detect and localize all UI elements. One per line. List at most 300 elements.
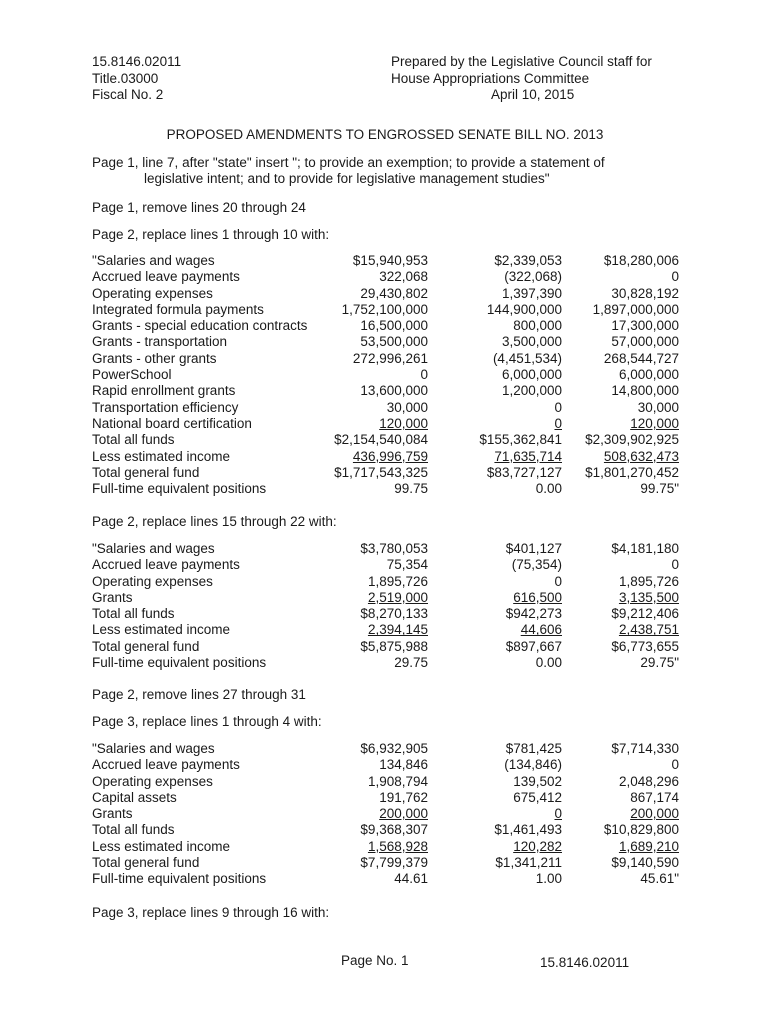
amendment-paragraph-6: Page 3, replace lines 1 through 4 with: <box>92 714 322 729</box>
amount-total <box>562 541 679 557</box>
table-row <box>92 351 679 367</box>
row-label <box>92 639 327 655</box>
amount-total-text: 17,300,000 <box>611 318 679 334</box>
amount-change-text: $155,362,841 <box>479 432 562 448</box>
amount-change <box>428 367 562 383</box>
amount-base <box>327 741 428 757</box>
amount-total <box>562 839 679 855</box>
amount-base <box>327 806 428 822</box>
row-label <box>92 590 327 606</box>
footer-document-id: 15.8146.02011 <box>540 955 630 970</box>
amount-change-text: (4,451,534) <box>492 350 562 366</box>
amount-total <box>562 790 679 806</box>
amount-change <box>428 557 562 573</box>
amount-base <box>327 286 428 302</box>
amount-base <box>327 465 428 481</box>
amount-base-text: 16,500,000 <box>360 318 428 334</box>
amount-base <box>327 269 428 285</box>
amount-change <box>428 465 562 481</box>
table-row <box>92 757 679 773</box>
amount-change-text: 675,412 <box>513 789 562 805</box>
amount-change-text: 71,635,714 <box>494 448 562 464</box>
amount-change <box>428 822 562 838</box>
row-label <box>92 871 327 887</box>
amount-change-text: $401,127 <box>505 541 562 556</box>
appropriation-table-2 <box>92 541 679 671</box>
amount-base-text: 436,996,759 <box>352 448 428 464</box>
amount-base <box>327 432 428 448</box>
amount-total-text: $9,212,406 <box>611 606 679 622</box>
row-label <box>92 822 327 838</box>
amendment-paragraph-7: Page 3, replace lines 9 through 16 with: <box>92 905 330 920</box>
amendment-paragraph-4: Page 2, replace lines 15 through 22 with: <box>92 514 337 529</box>
amount-change-text: 139,502 <box>513 773 562 789</box>
table-row <box>92 302 679 318</box>
amount-base-text: 75,354 <box>386 557 428 573</box>
amount-change <box>428 334 562 350</box>
amount-total-text: $18,280,006 <box>603 253 679 268</box>
amount-change <box>428 639 562 655</box>
amount-total-text: 200,000 <box>630 806 679 822</box>
amount-change-text: $83,727,127 <box>486 464 562 480</box>
amount-change <box>428 622 562 638</box>
amount-base <box>327 481 428 497</box>
amount-change <box>428 269 562 285</box>
amount-base <box>327 839 428 855</box>
table-row <box>92 253 679 269</box>
row-label <box>92 741 327 757</box>
amount-change-text: (322,068) <box>504 269 562 285</box>
row-label <box>92 334 327 350</box>
amount-base <box>327 302 428 318</box>
committee-name: House Appropriations Committee <box>391 70 590 86</box>
amount-total-text: $7,714,330 <box>611 741 679 756</box>
amount-change <box>428 351 562 367</box>
document-header-left <box>92 54 181 104</box>
row-label-text: "Salaries and wages <box>92 253 215 268</box>
amount-total-text: 30,828,192 <box>611 285 679 301</box>
amount-change <box>428 253 562 269</box>
table-row <box>92 822 679 838</box>
amount-total <box>562 606 679 622</box>
row-label <box>92 839 327 855</box>
amount-total-text: 0 <box>671 757 679 773</box>
amount-total-text: 508,632,473 <box>603 448 679 464</box>
amendment-paragraph-1 <box>92 155 692 187</box>
amount-total-text: $4,181,180 <box>611 541 679 556</box>
appropriation-table-3 <box>92 741 679 888</box>
amount-base-text: $9,368,307 <box>360 822 428 838</box>
amount-total-text: 2,048,296 <box>618 773 679 789</box>
amount-change <box>428 383 562 399</box>
amount-change-text: 1.00 <box>535 871 562 887</box>
amount-base-text: $6,932,905 <box>360 741 428 756</box>
amount-total-text: 867,174 <box>630 789 679 805</box>
row-label <box>92 855 327 871</box>
amendment-line-2: legislative intent; and to provide for legislative management studies" <box>144 171 550 186</box>
row-label <box>92 655 327 671</box>
amount-base <box>327 871 428 887</box>
page-title: PROPOSED AMENDMENTS TO ENGROSSED SENATE BILL NO. 2013 <box>166 127 604 142</box>
amount-total <box>562 318 679 334</box>
amount-total <box>562 367 679 383</box>
amount-change-text: 6,000,000 <box>501 367 562 383</box>
table-row <box>92 806 679 822</box>
amount-total <box>562 590 679 606</box>
row-label-text: Full-time equivalent positions <box>92 871 267 887</box>
row-label <box>92 465 327 481</box>
amount-change <box>428 871 562 887</box>
amount-total-text: $6,773,655 <box>611 638 679 654</box>
amount-change-text: 3,500,000 <box>501 334 562 350</box>
amount-base-text: $7,799,379 <box>360 855 428 871</box>
amount-base <box>327 790 428 806</box>
amount-total <box>562 822 679 838</box>
fiscal-number: Fiscal No. 2 <box>92 87 164 102</box>
row-label-text: Grants <box>92 806 133 822</box>
table-row <box>92 383 679 399</box>
row-label-text: Total all funds <box>92 822 175 838</box>
amount-base-text: 53,500,000 <box>360 334 428 350</box>
row-label <box>92 367 327 383</box>
amount-total-text: 3,135,500 <box>618 589 679 605</box>
amount-change-text: 0 <box>554 399 562 415</box>
row-label-text: Operating expenses <box>92 285 213 301</box>
amount-total <box>562 351 679 367</box>
amount-change <box>428 432 562 448</box>
amount-base-text: 29.75 <box>394 655 428 671</box>
row-label <box>92 622 327 638</box>
amount-change-text: 0.00 <box>535 481 562 497</box>
table-row <box>92 839 679 855</box>
amount-total-text: $2,309,902,925 <box>585 432 679 448</box>
amount-total-text: 0 <box>671 557 679 573</box>
amount-base-text: 1,895,726 <box>367 573 428 589</box>
amount-change <box>428 757 562 773</box>
amount-base-text: 2,394,145 <box>367 622 428 638</box>
amendment-paragraph-2: Page 1, remove lines 20 through 24 <box>92 200 306 215</box>
amount-total-text: $1,801,270,452 <box>585 464 679 480</box>
amount-base-text: 191,762 <box>379 789 428 805</box>
amount-base-text: 2,519,000 <box>367 589 428 605</box>
amount-base-text: 99.75 <box>394 481 428 497</box>
amount-change-text: 1,397,390 <box>501 285 562 301</box>
amount-base <box>327 574 428 590</box>
table-row <box>92 269 679 285</box>
table-row <box>92 855 679 871</box>
row-label-text: Grants <box>92 589 133 605</box>
row-label <box>92 557 327 573</box>
amount-total-text: 99.75" <box>640 481 679 497</box>
table-row <box>92 286 679 302</box>
row-label-text: Less estimated income <box>92 622 231 638</box>
row-label <box>92 432 327 448</box>
amount-base-text: $2,154,540,084 <box>334 432 428 448</box>
document-date: April 10, 2015 <box>491 87 575 102</box>
row-label-text: Total all funds <box>92 432 175 448</box>
row-label-text: "Salaries and wages <box>92 541 215 556</box>
table-row <box>92 655 679 671</box>
row-label-text: Total all funds <box>92 606 175 622</box>
amount-change-text: $897,667 <box>505 638 562 654</box>
amount-total <box>562 400 679 416</box>
amount-change-text: 120,282 <box>513 838 562 854</box>
row-label-text: Accrued leave payments <box>92 269 240 285</box>
row-label-text: Total general fund <box>92 464 200 480</box>
amount-base-text: 13,600,000 <box>360 383 428 399</box>
amount-change <box>428 606 562 622</box>
amount-total <box>562 253 679 269</box>
table-row <box>92 790 679 806</box>
amount-change <box>428 774 562 790</box>
row-label-text: Accrued leave payments <box>92 757 240 773</box>
row-label <box>92 286 327 302</box>
amount-total <box>562 286 679 302</box>
table-row <box>92 741 679 757</box>
amount-base <box>327 757 428 773</box>
amount-base <box>327 622 428 638</box>
table-row <box>92 318 679 334</box>
row-label <box>92 351 327 367</box>
amount-change-text: 0 <box>554 415 562 431</box>
amount-base <box>327 655 428 671</box>
amount-total <box>562 334 679 350</box>
amendment-line-1: Page 1, line 7, after "state" insert "; to provide an exemption; to provide a statement of <box>92 155 605 170</box>
amount-base-text: 120,000 <box>379 415 428 431</box>
row-label <box>92 400 327 416</box>
table-row <box>92 400 679 416</box>
table-row <box>92 606 679 622</box>
row-label-text: Total general fund <box>92 638 200 654</box>
amount-change-text: (75,354) <box>511 557 562 573</box>
row-label <box>92 318 327 334</box>
title-number: Title.03000 <box>92 70 159 86</box>
amount-base <box>327 351 428 367</box>
row-label-text: Full-time equivalent positions <box>92 481 267 497</box>
table-row <box>92 416 679 432</box>
amount-base-text: 1,908,794 <box>367 773 428 789</box>
amount-change-text: 0 <box>554 573 562 589</box>
amount-base <box>327 639 428 655</box>
amount-total-text: 2,438,751 <box>618 622 679 638</box>
row-label-text: Accrued leave payments <box>92 557 240 573</box>
amount-change <box>428 655 562 671</box>
table-row <box>92 639 679 655</box>
row-label <box>92 449 327 465</box>
table-row <box>92 481 679 497</box>
row-label <box>92 481 327 497</box>
amount-change-text: (134,846) <box>504 757 562 773</box>
amount-total <box>562 806 679 822</box>
amount-base-text: 1,568,928 <box>367 838 428 854</box>
amount-base-text: 134,846 <box>379 757 428 773</box>
document-number: 15.8146.02011 <box>92 54 182 69</box>
amount-base-text: 272,996,261 <box>352 350 428 366</box>
amount-total-text: 45.61" <box>640 871 679 887</box>
row-label-text: Total general fund <box>92 855 200 871</box>
amount-base <box>327 383 428 399</box>
row-label-text: Full-time equivalent positions <box>92 655 267 671</box>
amount-base-text: $3,780,053 <box>360 541 428 556</box>
amount-total <box>562 655 679 671</box>
appropriation-table-1 <box>92 253 679 497</box>
amount-base-text: 200,000 <box>379 806 428 822</box>
amount-base-text: $8,270,133 <box>360 606 428 622</box>
row-label-text: Capital assets <box>92 789 177 805</box>
amount-base-text: 1,752,100,000 <box>341 301 428 317</box>
table-row <box>92 557 679 573</box>
row-label-text: National board certification <box>92 415 252 431</box>
amount-base <box>327 541 428 557</box>
row-label-text: PowerSchool <box>92 367 172 383</box>
amount-total <box>562 416 679 432</box>
amendment-paragraph-5: Page 2, remove lines 27 through 31 <box>92 687 306 702</box>
amount-change-text: 800,000 <box>513 318 562 334</box>
amendment-paragraph-3: Page 2, replace lines 1 through 10 with: <box>92 227 330 242</box>
amount-base-text: $1,717,543,325 <box>334 464 428 480</box>
amount-base <box>327 416 428 432</box>
row-label-text: Grants - transportation <box>92 334 228 350</box>
row-label-text: Less estimated income <box>92 448 231 464</box>
amount-change <box>428 590 562 606</box>
amount-total <box>562 639 679 655</box>
amount-base <box>327 606 428 622</box>
amount-change <box>428 416 562 432</box>
row-label <box>92 302 327 318</box>
amount-change-text: 1,200,000 <box>501 383 562 399</box>
amount-base-text: 29,430,802 <box>360 285 428 301</box>
amount-total <box>562 465 679 481</box>
row-label <box>92 269 327 285</box>
amount-change-text: $781,425 <box>505 741 562 756</box>
amount-total-text: 6,000,000 <box>618 367 679 383</box>
row-label-text: Integrated formula payments <box>92 301 264 317</box>
amount-total <box>562 302 679 318</box>
row-label <box>92 541 327 557</box>
amount-change <box>428 286 562 302</box>
table-row <box>92 465 679 481</box>
amount-base <box>327 774 428 790</box>
row-label <box>92 574 327 590</box>
amount-change-text: 144,900,000 <box>486 301 562 317</box>
amount-change <box>428 400 562 416</box>
amount-total-text: 57,000,000 <box>611 334 679 350</box>
amount-base <box>327 253 428 269</box>
amount-base <box>327 855 428 871</box>
amount-total <box>562 774 679 790</box>
amount-base <box>327 400 428 416</box>
amount-change <box>428 790 562 806</box>
amount-total <box>562 481 679 497</box>
amount-change <box>428 318 562 334</box>
amount-total <box>562 557 679 573</box>
document-header-right <box>391 54 652 104</box>
amount-total <box>562 871 679 887</box>
amount-change-text: 44,606 <box>520 622 562 638</box>
amount-total <box>562 449 679 465</box>
amount-base-text: 44.61 <box>394 871 428 887</box>
row-label-text: Rapid enrollment grants <box>92 383 236 399</box>
amount-total-text: 0 <box>671 269 679 285</box>
prepared-by: Prepared by the Legislative Council staff for <box>391 54 652 69</box>
amount-change <box>428 741 562 757</box>
row-label <box>92 416 327 432</box>
table-row <box>92 871 679 887</box>
amount-base-text: 322,068 <box>379 269 428 285</box>
amount-change-text: 0 <box>554 806 562 822</box>
table-row <box>92 622 679 638</box>
amount-change <box>428 855 562 871</box>
amount-total-text: 120,000 <box>630 415 679 431</box>
amount-change-text: 0.00 <box>535 655 562 671</box>
table-row <box>92 574 679 590</box>
table-row <box>92 774 679 790</box>
amount-change-text: $1,341,211 <box>495 855 562 871</box>
row-label-text: Grants - other grants <box>92 350 217 366</box>
amount-change <box>428 481 562 497</box>
amount-total <box>562 622 679 638</box>
row-label-text: Less estimated income <box>92 838 231 854</box>
table-row <box>92 541 679 557</box>
row-label <box>92 253 327 269</box>
amount-total-text: 1,689,210 <box>618 838 679 854</box>
amount-change-text: $1,461,493 <box>494 822 562 838</box>
table-row <box>92 334 679 350</box>
amount-total <box>562 432 679 448</box>
amount-change-text: $942,273 <box>505 606 562 622</box>
amount-change <box>428 574 562 590</box>
amount-change-text: $2,339,053 <box>494 253 562 268</box>
amount-base-text: $15,940,953 <box>352 253 428 268</box>
amount-base <box>327 449 428 465</box>
footer-page-number: Page No. 1 <box>341 953 409 968</box>
amount-change <box>428 302 562 318</box>
row-label <box>92 757 327 773</box>
amount-total <box>562 574 679 590</box>
row-label <box>92 383 327 399</box>
amount-total-text: $10,829,800 <box>603 822 679 838</box>
amount-total-text: 1,895,726 <box>618 573 679 589</box>
amount-base <box>327 822 428 838</box>
row-label-text: Operating expenses <box>92 573 213 589</box>
amount-change <box>428 541 562 557</box>
amount-total-text: $9,140,590 <box>611 855 679 871</box>
row-label-text: Operating expenses <box>92 773 213 789</box>
amount-total-text: 268,544,727 <box>603 350 679 366</box>
amount-base <box>327 334 428 350</box>
row-label-text: Grants - special education contracts <box>92 318 308 334</box>
amount-change <box>428 449 562 465</box>
amount-base <box>327 557 428 573</box>
amount-change <box>428 806 562 822</box>
table-row <box>92 367 679 383</box>
amount-total <box>562 741 679 757</box>
amount-total-text: 30,000 <box>637 399 679 415</box>
amount-base-text: 0 <box>420 367 428 383</box>
table-row <box>92 590 679 606</box>
amount-base-text: 30,000 <box>386 399 428 415</box>
amount-total <box>562 269 679 285</box>
row-label <box>92 806 327 822</box>
row-label <box>92 774 327 790</box>
row-label-text: Transportation efficiency <box>92 399 239 415</box>
table-row <box>92 449 679 465</box>
amount-total-text: 14,800,000 <box>611 383 679 399</box>
amount-base-text: $5,875,988 <box>360 638 428 654</box>
amount-base <box>327 590 428 606</box>
amount-base <box>327 367 428 383</box>
amount-total <box>562 855 679 871</box>
